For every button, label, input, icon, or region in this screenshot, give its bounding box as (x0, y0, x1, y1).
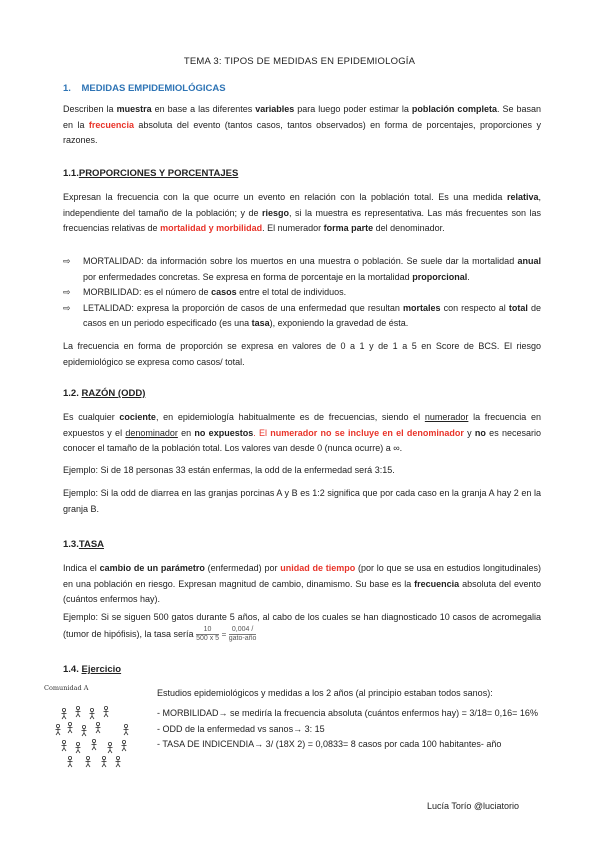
person-figure (62, 708, 67, 719)
list-item: ⇨ MORTALIDAD: da información sobre los muertos en una muestra o población. Se suele dar la mortalidad anual por enfermedades concretas. Se expresa en forma de porcentaje en la mortalidad proporcional. (63, 256, 541, 282)
person-figure (68, 756, 73, 767)
person-figure (92, 739, 97, 750)
exercise-list (157, 706, 547, 753)
person-figure (96, 722, 101, 733)
person-figure (116, 756, 121, 767)
section-1-2-example-2: Ejemplo: Si la odd de diarrea en las granjas porcinas A y B es 1:2 significa que por cada caso en la granja A hay 2 en la granja B. (63, 488, 541, 514)
section-1-3-example: Ejemplo: Si se siguen 500 gatos durante 5 años, al cabo de los cuales se han diagnosticado 10 casos de acromegalia (tumor de hipófisis), la tasa sería $\frac{10}{500 x 5}$ = $\frac{0,004 /}{\text{gato-año}}$ (63, 612, 541, 642)
person-figure (62, 740, 67, 751)
person-figure (90, 708, 95, 719)
person-figure (122, 740, 127, 751)
page-title: TEMA 3: TIPOS DE MEDIDAS EN EPIDEMIOLOGÍA (183, 56, 416, 67)
person-figure (76, 742, 81, 753)
section-1-2-example-1: Ejemplo: Si de 18 personas 33 están enfermas, la odd de la enfermedad será 3:15. (63, 465, 395, 475)
person-figure (108, 742, 113, 753)
formula-fraction-2: $\frac{0,004 /}{\text{gato-año}}$ (228, 625, 257, 642)
section-1-3-paragraph: Indica el cambio de un parámetro (enfermedad) por unidad de tiempo (por lo que se usa en estudios longitudinales) en una población en riesgo. Expresan magnitud de cambio, dinamismo. Su base es la frecuencia absoluta del evento (cuántos enfermos hay). (63, 563, 542, 604)
person-figure (82, 725, 87, 736)
person-figure (104, 706, 109, 717)
person-figure (124, 724, 129, 735)
list-item: ⇨ LETALIDAD: expresa la proporción de casos de una enfermedad que resultan mortales con respecto al total de casos en un periodo especificado (es una tasa), exponiendo la gravedad de ésta. (63, 302, 541, 328)
section-1-heading (63, 83, 226, 94)
section-1-3-heading: 1.3.TASA (63, 539, 105, 550)
list-item: - ODD de la enfermedad vs sanos→ 3: 15 (157, 723, 325, 734)
list-item: - TASA DE INDICENDIA→ 3/ (18X 2) = 0,0833= 8 casos por cada 100 habitantes- año (157, 739, 502, 749)
list-item: ⇨ MORBILIDAD: es el número de casos entre el total de individuos. (63, 285, 541, 301)
exercise-intro: Estudios epidemiológicos y medidas a los 2 años (al principio estaban todos sanos): (157, 688, 493, 698)
section-1-2-paragraph: Es cualquier cociente, en epidemiología habitualmente es de frecuencias, siendo el numerador la frecuencia en expuestos y el denominador en no expuestos. El numerador no se incluye en el denominador y no es necesario conocer el tamaño de la población total. Los valores van desde 0 (nunca ocurre) a ∞. (63, 412, 541, 453)
person-figure (56, 724, 61, 735)
arrow-right-icon: ⇨ (63, 256, 71, 266)
section-1-1-paragraph-2: La frecuencia en forma de proporción se expresa en valores de 0 a 1 y de 1 a 5 en Score de BCS. El riesgo epidemiológico se expresa como casos/ total. (63, 341, 541, 367)
person-figure (102, 756, 107, 767)
arrow-right-icon: ⇨ (63, 302, 71, 313)
section-1-1-heading: 1.1.PROPORCIONES Y PORCENTAJES (63, 168, 239, 179)
section-title: MEDIDAS EMPIDEMIOLÓGICAS (81, 83, 226, 94)
section-1-paragraph: Describen la muestra en base a las diferentes variables para luego poder estimar la población completa. Se basan en la frecuencia absoluta del evento (tantos casos, tantos observados) en forma de porcentajes, proporciones y razones. (63, 104, 542, 145)
section-number: 1. (63, 83, 71, 94)
arrow-right-icon: ⇨ (63, 287, 71, 297)
section-1-1-bullet-list (63, 254, 541, 332)
footer-author: Lucía Torío @luciatorio (427, 801, 520, 811)
person-figure (76, 706, 81, 717)
person-figure (68, 722, 73, 733)
section-1-4-heading: 1.4. Ejercicio (63, 664, 122, 675)
formula-fraction-1: $\frac{10}{500 x 5}$ (196, 625, 220, 642)
section-1-1-paragraph: Expresan la frecuencia con la que ocurre un evento en relación con la población total. Es una medida relativa, independiente del tamaño de la población; y de riesgo, si la muestra es representativa. Las más frecuentes son las frecuencias relativas de mortalidad y morbilidad. El numerador forma parte del denominador. (63, 192, 541, 233)
person-figure (86, 756, 91, 767)
community-stick-figures-illustration (50, 700, 140, 770)
list-item: - MORBILIDAD→ se mediría la frecuencia absoluta (cuántos enfermos hay) = 3/18= 0,16= 16% (157, 708, 538, 718)
section-1-2-heading: 1.2. RAZÓN (ODD) (63, 388, 146, 399)
figure-label: Comunidad A (44, 684, 89, 692)
